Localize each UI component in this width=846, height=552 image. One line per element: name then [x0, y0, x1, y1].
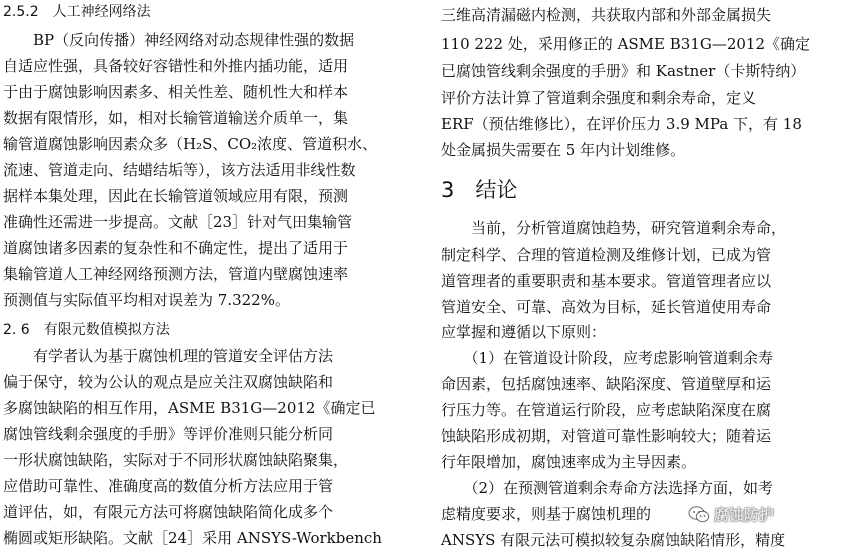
wechat-icon: [688, 505, 710, 524]
paragraph-line: 据样本集处理，因此在长输管道领域应用有限，预测: [3, 187, 349, 205]
paragraph-line: （1）在管道设计阶段，应考虑影响管道剩余寿: [441, 349, 774, 367]
paragraph-line: 自适应性强，具备较好容错性和外推内插功能，适用: [3, 57, 349, 75]
paragraph-line: 集输管道人工神经网络预测方法，管道内壁腐蚀速率: [3, 265, 349, 283]
paragraph-line: 流速、管道走向、结蜡结垢等），该方法适用非线性数: [3, 161, 356, 179]
paragraph-line: 偏于保守，较为公认的观点是应关注双腐蚀缺陷和: [3, 373, 334, 391]
paragraph-line: （2）在预测管道剩余寿命方法选择方面，如考: [441, 479, 774, 497]
paragraph-line: 行年限增加，腐蚀速率成为主导因素。: [441, 453, 697, 471]
paragraph-line: 已腐蚀管线剩余强度的手册》和 Kastner（卡斯特纳）: [441, 62, 806, 80]
section-heading-2-5-2: 2.5.2 人工神经网络法: [3, 4, 151, 20]
paragraph-line: 虑精度要求，则基于腐蚀机理的: [441, 505, 652, 523]
section-heading-3: 3 结论: [441, 178, 518, 202]
section-heading-2-6: 2. 6 有限元数值模拟方法: [3, 322, 170, 338]
paragraph-line: 数据有限情形，如，相对长输管道输送介质单一，集: [3, 109, 349, 127]
paragraph-line: 准确性还需进一步提高。文献［23］针对气田集输管: [3, 213, 353, 231]
paragraph-line: 道评估，如，有限元方法可将腐蚀缺陷简化成多个: [3, 503, 334, 521]
paragraph-line: 应借助可靠性、准确度高的数值分析方法应用于管: [3, 477, 334, 495]
paragraph-line: 制定科学、合理的管道检测及维修计划，已成为管: [441, 246, 772, 264]
paragraph-line: 椭圆或矩形缺陷。文献［24］采用 ANSYS-Workbench: [3, 529, 382, 547]
paragraph-line: 道管理者的重要职责和基本要求。管道管理者应以: [441, 272, 772, 290]
paragraph-line: 管道安全、可靠、高效为目标，延长管道使用寿命: [441, 298, 772, 316]
paragraph-line: 有学者认为基于腐蚀机理的管道安全评估方法: [3, 347, 334, 365]
paragraph-line: 道腐蚀诸多因素的复杂性和不确定性，提出了适用于: [3, 239, 349, 257]
paragraph-line: 输管道腐蚀影响因素众多（H₂S、CO₂浓度、管道积水、: [3, 135, 378, 153]
paragraph-line: 于由于腐蚀影响因素多、相关性差、随机性大和样本: [3, 83, 349, 101]
watermark: [688, 503, 818, 525]
paragraph-line: 三维高清漏磁内检测，共获取内部和外部金属损失: [441, 6, 772, 24]
paragraph-line: 一形状腐蚀缺陷，实际对于不同形状腐蚀缺陷聚集，: [3, 451, 349, 469]
watermark-text: 腐蚀防护: [714, 505, 775, 524]
paragraph-line: 评价方法计算了管道剩余强度和剩余寿命，定义: [441, 89, 757, 107]
paragraph-line: 蚀缺陷形成初期，对管道可靠性影响较大；随着运: [441, 427, 772, 445]
paragraph-line: BP（反向传播）神经网络对动态规律性强的数据: [3, 31, 355, 49]
paragraph-line: 处金属损失需要在 5 年内计划维修。: [441, 141, 686, 159]
paragraph-line: 预测值与实际值平均相对误差为 7.322%。: [3, 291, 290, 309]
paragraph-line: ANSYS 有限元法可模拟较复杂腐蚀缺陷情形，精度: [441, 531, 786, 549]
paragraph-line: 应掌握和遵循以下原则：: [441, 323, 607, 341]
paragraph-line: 命因素，包括腐蚀速率、缺陷深度、管道壁厚和运: [441, 375, 772, 393]
paragraph-line: 腐蚀管线剩余强度的手册》等评价准则只能分析同: [3, 425, 334, 443]
paragraph-line: ERF（预估维修比），在评价压力 3.9 MPa 下，有 18: [441, 115, 802, 133]
paragraph-line: 多腐蚀缺陷的相互作用，ASME B31G—2012《确定已: [3, 399, 376, 417]
paragraph-line: 110 222 处，采用修正的 ASME B31G—2012《确定: [441, 35, 811, 53]
paragraph-line: 当前，分析管道腐蚀趋势，研究管道剩余寿命，: [441, 219, 787, 237]
paragraph-line: 行压力等。在管道运行阶段，应考虑缺陷深度在腐: [441, 401, 772, 419]
